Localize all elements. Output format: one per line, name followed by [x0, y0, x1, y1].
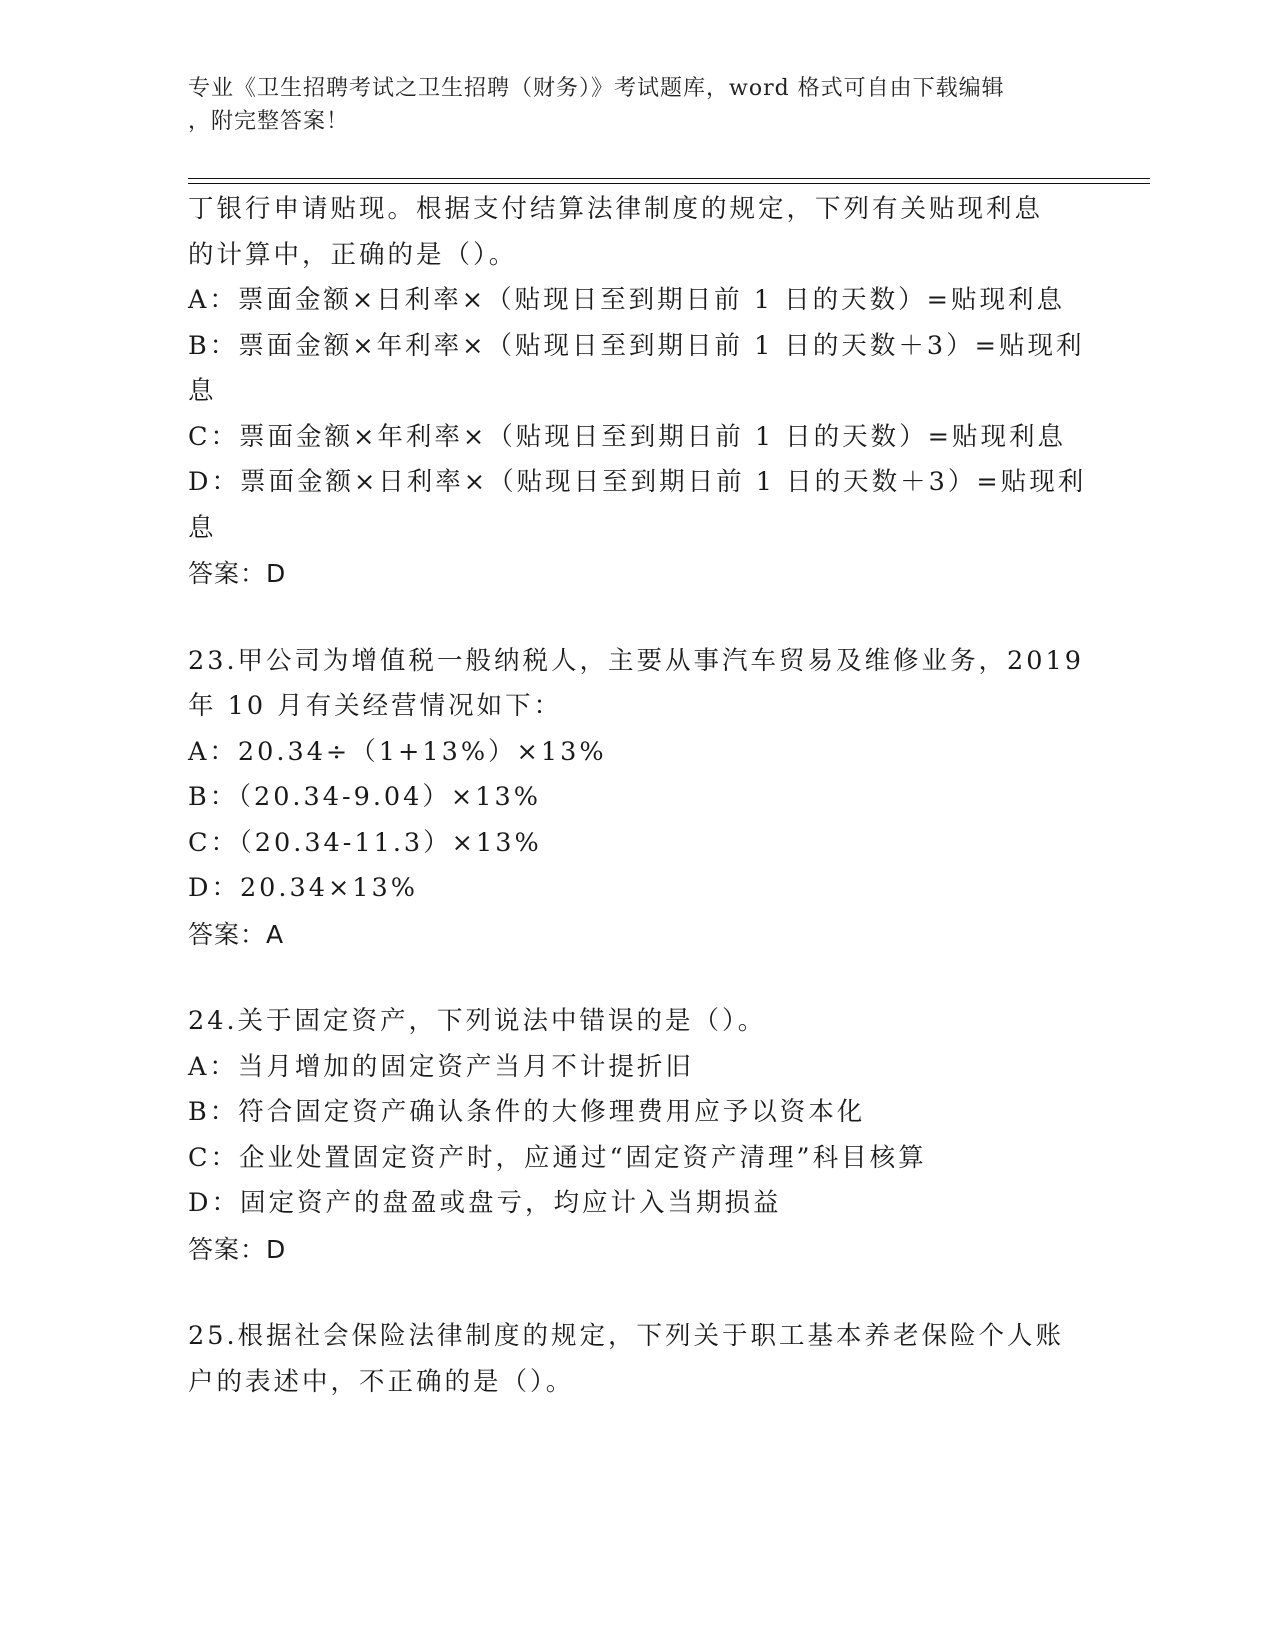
header-rule-bottom [188, 183, 1150, 184]
question-stem: 丁银行申请贴现。根据支付结算法律制度的规定，下列有关贴现利息 [188, 194, 1044, 224]
option-c: C：企业处置固定资产时，应通过“固定资产清理”科目核算 [188, 1142, 927, 1173]
question-stem: 年 10 月有关经营情况如下： [188, 691, 563, 721]
question-stem: 24.关于固定资产，下列说法中错误的是（）。 [188, 1006, 767, 1036]
option-b: B：（20.34-9.04）×13% [188, 782, 541, 812]
question-stem: 23.甲公司为增值税一般纳税人，主要从事汽车贸易及维修业务，2019 [188, 645, 1084, 676]
question-22 [188, 187, 1088, 597]
answer: 答案：A [188, 919, 285, 949]
question-23 [188, 639, 1088, 958]
header-line-1: 专业《卫生招聘考试之卫生招聘（财务）》考试题库，word 格式可自由下载编辑 [188, 76, 1005, 101]
question-stem: 户的表述中，不正确的是（）。 [188, 1366, 575, 1397]
document-header [188, 72, 1088, 138]
option-d: D：票面金额×日利率×（贴现日至到期日前 1 日的天数＋3）=贴现利 [188, 467, 1087, 497]
question-stem: 25.根据社会保险法律制度的规定，下列关于职工基本养老保险个人账 [188, 1321, 1065, 1351]
answer: 答案：D [188, 559, 287, 588]
question-25 [188, 1314, 1088, 1405]
option-d-continued: 息 [188, 512, 217, 543]
option-d: D：20.34×13% [188, 873, 418, 903]
option-a: A：20.34÷（1+13%）×13% [188, 736, 607, 767]
option-b-continued: 息 [188, 376, 217, 406]
option-a: A：票面金额×日利率×（贴现日至到期日前 1 日的天数）=贴现利息 [188, 285, 1065, 315]
option-d: D：固定资产的盘盈或盘亏，均应计入当期损益 [188, 1188, 782, 1218]
question-24 [188, 999, 1088, 1272]
document-body [188, 187, 1088, 1405]
option-b: B：票面金额×年利率×（贴现日至到期日前 1 日的天数＋3）=贴现利 [188, 330, 1085, 361]
spacer [188, 957, 1088, 999]
header-rule-top [188, 178, 1150, 179]
option-c: C：（20.34-11.3）×13% [188, 827, 542, 858]
option-a: A：当月增加的固定资产当月不计提折旧 [188, 1051, 694, 1082]
question-stem: 的计算中，正确的是（）。 [188, 239, 518, 270]
answer: 答案：D [188, 1234, 287, 1264]
option-c: C：票面金额×年利率×（贴现日至到期日前 1 日的天数）=贴现利息 [188, 421, 1067, 452]
spacer [188, 1272, 1088, 1314]
header-line-2: ，附完整答案！ [188, 109, 350, 134]
option-b: B：符合固定资产确认条件的大修理费用应予以资本化 [188, 1097, 866, 1127]
spacer [188, 597, 1088, 639]
